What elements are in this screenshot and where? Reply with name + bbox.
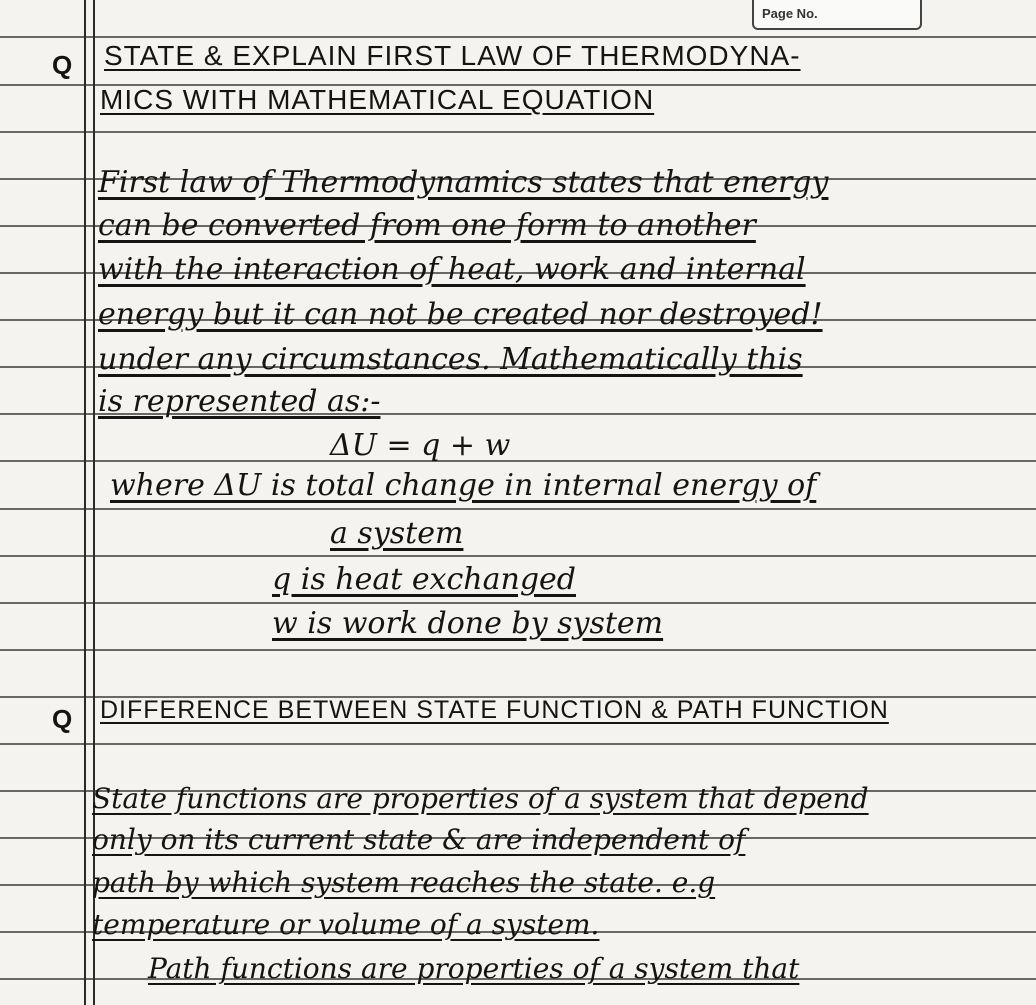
ruled-line [0,555,1036,557]
where-line: where ΔU is total change in internal energy of [110,468,817,503]
question-title-line-2: MICS WITH MATHEMATICAL EQUATION [100,84,655,115]
ruled-line [0,649,1036,651]
answer-line: energy but it can not be created nor destroyed! [98,297,823,332]
answer-line: First law of Thermodynamics states that energy [98,165,829,200]
question-marker: Q [52,704,73,734]
ruled-line [0,460,1036,462]
answer-line: can be converted from one form to another [98,208,756,243]
where-line: w is work done by system [272,606,664,641]
answer-line: only on its current state & are independent of [92,823,746,856]
where-line: q is heat exchanged [272,562,576,597]
answer-line: with the interaction of heat, work and internal [98,252,806,287]
answer-line: temperature or volume of a system. [92,908,600,941]
answer-line: is represented as:- [98,384,381,419]
page-number-box [752,0,922,30]
answer-line: path by which system reaches the state. e.g [92,866,716,899]
ruled-line [0,508,1036,510]
answer-line: under any circumstances. Mathematically this [98,342,803,377]
ruled-line [0,602,1036,604]
page-number-label: Page No. [762,6,818,21]
answer-line: Path functions are properties of a system that [148,952,800,985]
question-title-line-1: STATE & EXPLAIN FIRST LAW OF THERMODYNA- [104,40,801,71]
where-line: a system [330,516,464,551]
ruled-line [0,36,1036,38]
ruled-line [0,131,1036,133]
question-title: DIFFERENCE BETWEEN STATE FUNCTION & PATH FUNCTION [100,696,889,724]
equation: ΔU = q + w [330,428,511,463]
question-marker: Q [52,50,73,80]
margin-line [84,0,86,1005]
answer-line: State functions are properties of a system that depend [92,782,869,815]
ruled-line [0,743,1036,745]
